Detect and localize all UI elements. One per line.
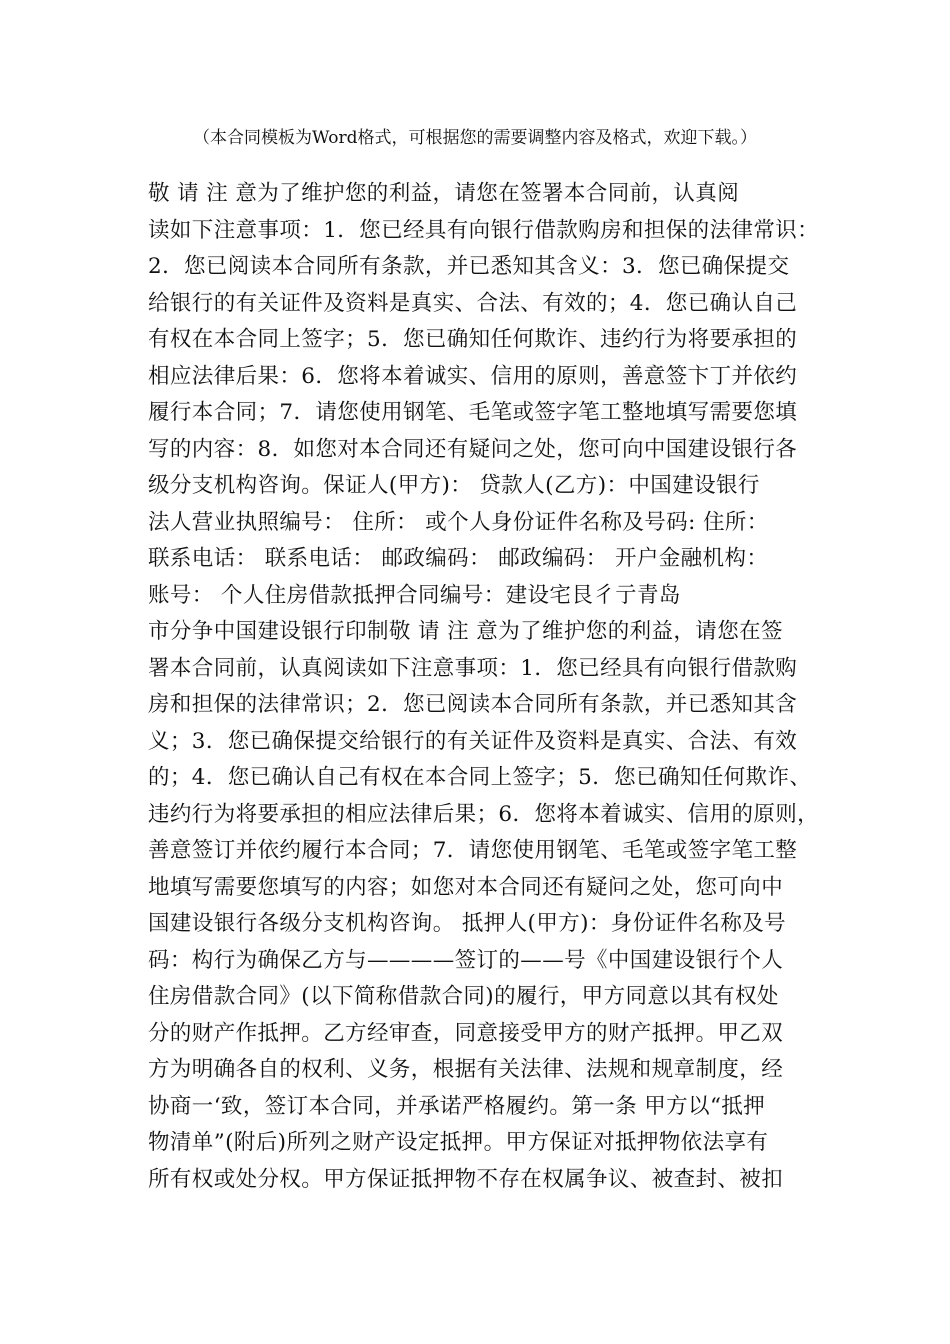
body-line: 联系电话： 联系电话： 邮政编码： 邮政编码： 开户金融机构： [148, 546, 769, 571]
body-line: 署本合同前，认真阅读如下注意事项：1．您已经具有向银行借款购 [148, 655, 798, 681]
body-line: 住房借款合同》(以下简称借款合同)的履行，甲方同意以其有权处 [148, 984, 779, 1009]
body-line: 国建设银行各级分支机构咨询。 抵押人(甲方)：身份证件名称及号 [148, 911, 787, 936]
body-line: 市分争中国建设银行印制敬 请 注 意为了维护您的利益，请您在签 [148, 619, 783, 644]
body-line: 级分支机构咨询。保证人(甲方)： 贷款人(乙方)：中国建设银行 [148, 473, 760, 498]
body-line: 法人营业执照编号： 住所： 或个人身份证件名称及号码: 住所： [148, 509, 769, 535]
body-line: 所有权或处分权。甲方保证抵押物不存在权属争议、被查封、被扣 [148, 1166, 784, 1192]
body-line: 有权在本合同上签字；5．您已确知任何欺诈、违约行为将要承担的 [148, 327, 798, 352]
body-line: 分的财产作抵押。乙方经审查，同意接受甲方的财产抵押。甲乙双 [148, 1020, 784, 1046]
body-line: 码：构行为确保乙方与————签订的——号《中国建设银行个人 [148, 947, 784, 973]
body-line: 地填写需要您填写的内容；如您对本合同还有疑问之处，您可向中 [148, 874, 784, 900]
body-line: 给银行的有关证件及资料是真实、合法、有效的；4．您已确认自己 [148, 290, 798, 316]
body-line: 读如下注意事项：1．您已经具有向银行借款购房和担保的法律常识： [148, 217, 820, 243]
body-line: 写的内容：8．如您对本合同还有疑问之处，您可向中国建设银行各 [148, 436, 798, 462]
body-line: 房和担保的法律常识；2．您已阅读本合同所有条款，并已悉知其含 [148, 692, 798, 717]
body-line: 方为明确各自的权利、义务，根据有关法律、法规和规章制度，经 [148, 1057, 784, 1082]
template-note: （本合同模板为Word格式，可根据您的需要调整内容及格式，欢迎下载。） [192, 128, 758, 148]
body-line: 的；4．您已确认自己有权在本合同上签字；5．您已确知任何欺诈、 [148, 765, 812, 790]
body-line: 敬 请 注 意为了维护您的利益，请您在签署本合同前，认真阅 [148, 181, 740, 206]
body-line: 相应法律后果：6．您将本着诚实、信用的原则，善意签卞丁并依约 [148, 363, 798, 389]
body-line: 违约行为将要承担的相应法律后果；6．您将本着诚实、信用的原则， [148, 801, 820, 827]
body-line: 协商一‘致，签订本合同，并承诺严格履约。第一条 甲方以“抵押 [148, 1093, 766, 1119]
body-line: 善意签订并依约履行本合同；7．请您使用钢笔、毛笔或签字笔工整 [148, 838, 798, 863]
body-line: 账号： 个人住房借款抵押合同编号：建设宅艮彳亍青岛 [148, 582, 681, 608]
body-line: 义；3．您已确保提交给银行的有关证件及资料是真实、合法、有效 [148, 728, 798, 754]
body-line: 物清单”(附后)所列之财产设定抵押。甲方保证对抵押物依法享有 [148, 1130, 769, 1155]
body-line: 2．您已阅读本合同所有条款，并已悉知其含义：3．您已确保提交 [148, 254, 790, 279]
body-line: 履行本合同；7．请您使用钢笔、毛笔或签字笔工整地填写需要您填 [148, 400, 798, 425]
contract-body [148, 176, 818, 1198]
